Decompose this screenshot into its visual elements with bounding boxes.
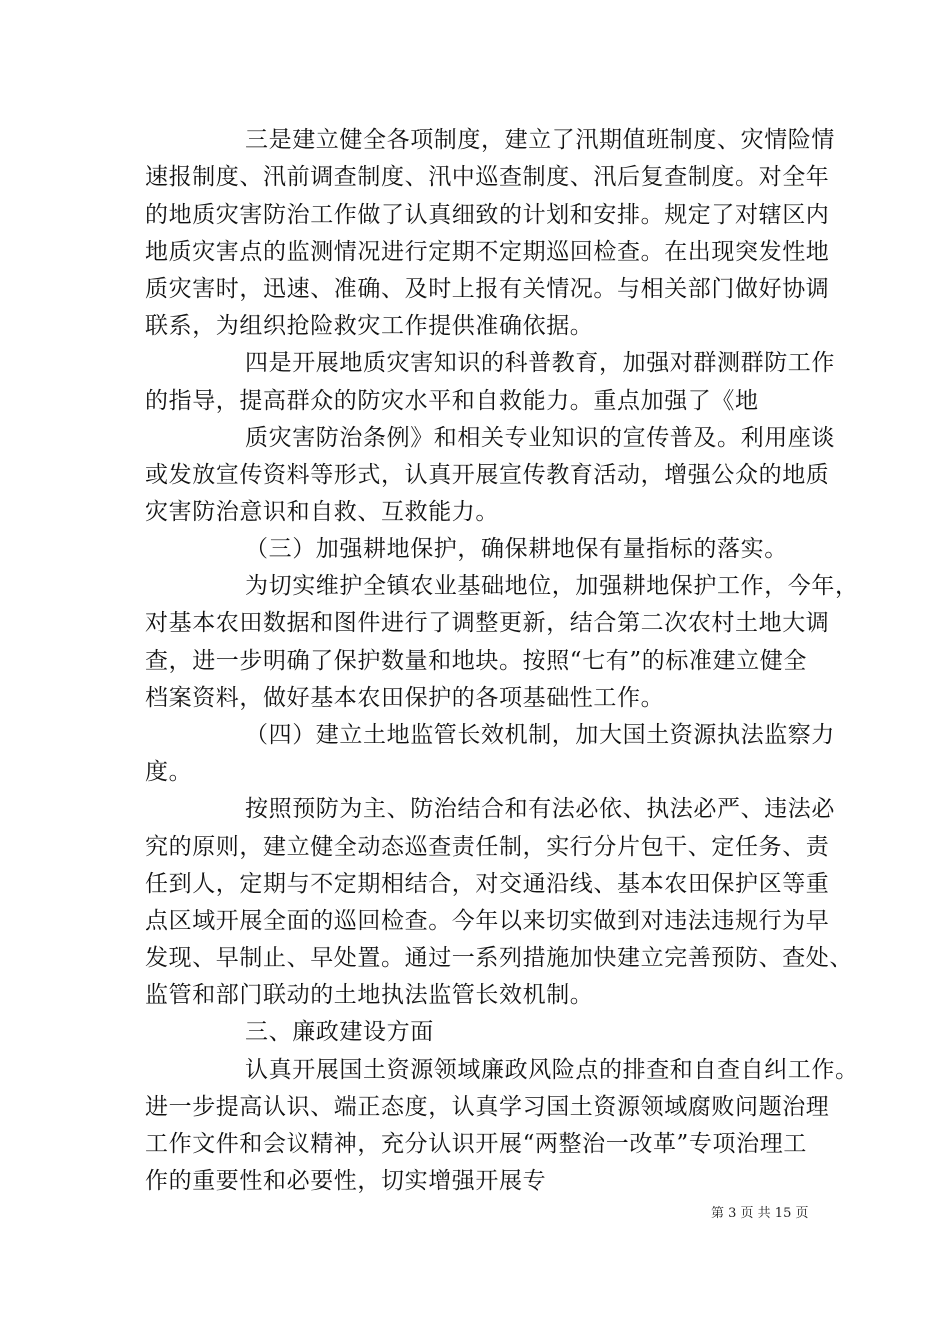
section-heading: （四）建立土地监管长效机制，加大国土资源执法监察力 (245, 722, 835, 748)
text-line: 为切实维护全镇农业基础地位，加强耕地保护工作，今年， (245, 573, 859, 599)
text-line: 监管和部门联动的土地执法监管长效机制。 (145, 982, 594, 1008)
text-line: 工作文件和会议精神，充分认识开展“两整治一改革”专项治理工 (145, 1131, 807, 1157)
text-line: 四是开展地质灾害知识的科普教育，加强对群测群防工作 (245, 350, 835, 376)
text-line: 联系，为组织抢险救灾工作提供准确依据。 (145, 313, 594, 339)
text-line: 发现、早制止、早处置。通过一系列措施加快建立完善预防、查处、 (145, 945, 853, 971)
page-footer: 第 3 页 共 15 页 (711, 1206, 809, 1221)
text-line: 点区域开展全面的巡回检查。今年以来切实做到对违法违规行为早 (145, 908, 830, 934)
text-line: 质灾害时，迅速、准确、及时上报有关情况。与相关部门做好协调 (145, 276, 830, 302)
section-heading: 三、廉政建设方面 (245, 1019, 434, 1045)
text-line: 进一步提高认识、端正态度，认真学习国土资源领域腐败问题治理 (145, 1094, 830, 1120)
text-line: 按照预防为主、防治结合和有法必依、执法必严、违法必 (245, 796, 835, 822)
text-line: 对基本农田数据和图件进行了调整更新，结合第二次农村土地大调 (145, 610, 830, 636)
text-line: 任到人，定期与不定期相结合，对交通沿线、基本农田保护区等重 (145, 871, 830, 897)
text-line: 质灾害防治条例》和相关专业知识的宣传普及。利用座谈 (245, 425, 835, 451)
text-line: 地质灾害点的监测情况进行定期不定期巡回检查。在出现突发性地 (145, 239, 830, 265)
text-line: 作的重要性和必要性，切实增强开展专 (145, 1168, 547, 1194)
text-line: 三是建立健全各项制度，建立了汛期值班制度、灾情险情 (245, 127, 835, 153)
section-heading: （三）加强耕地保护，确保耕地保有量指标的落实。 (245, 536, 788, 562)
text-line: 度。 (145, 759, 193, 785)
text-line: 档案资料，做好基本农田保护的各项基础性工作。 (145, 685, 665, 711)
text-line: 的指导，提高群众的防灾水平和自救能力。重点加强了《地 (145, 388, 759, 414)
text-line: 灾害防治意识和自救、互救能力。 (145, 499, 499, 525)
text-line: 究的原则，建立健全动态巡查责任制，实行分片包干、定任务、责 (145, 834, 830, 860)
text-line: 速报制度、汛前调查制度、汛中巡查制度、汛后复查制度。对全年 (145, 164, 830, 190)
text-line: 的地质灾害防治工作做了认真细致的计划和安排。规定了对辖区内 (145, 202, 830, 228)
text-line: 认真开展国土资源领域廉政风险点的排查和自查自纠工作。 (245, 1057, 859, 1083)
text-line: 或发放宣传资料等形式，认真开展宣传教育活动，增强公众的地质 (145, 462, 830, 488)
text-line: 查，进一步明确了保护数量和地块。按照“七有”的标准建立健全 (145, 648, 807, 674)
